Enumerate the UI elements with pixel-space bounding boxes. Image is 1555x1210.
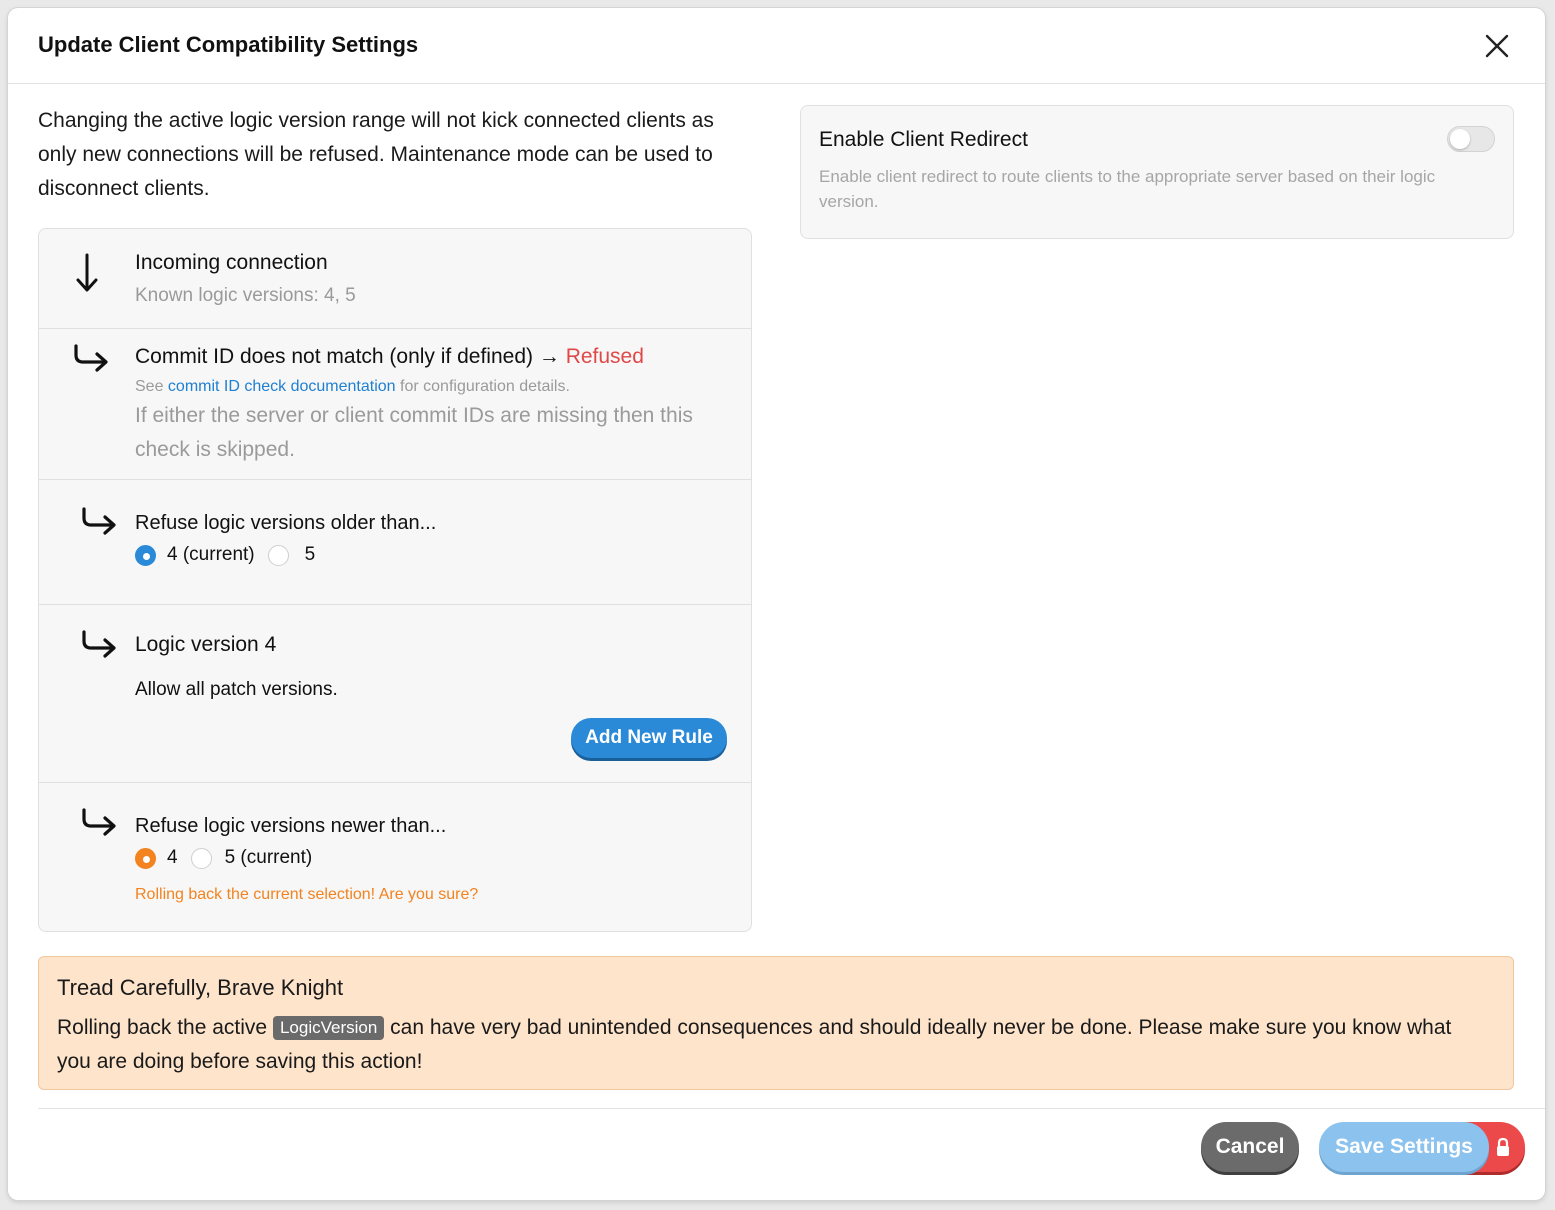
footer-divider [38,1108,1545,1109]
logic-version-description: Allow all patch versions. [135,679,338,700]
rollback-warning-box [38,956,1514,1090]
older-option-4-label: 4 (current) [167,544,255,565]
commit-check-note: If either the server or client commit IDs are missing then this check is skipped. [135,404,693,461]
lock-icon [1495,1137,1511,1157]
step-logic-version [39,605,751,783]
add-new-rule-button[interactable]: Add New Rule [571,718,727,758]
newer-option-4-label: 4 [167,847,178,868]
turn-right-arrow-icon [79,807,119,837]
arrow-down-icon [75,253,99,293]
step-refuse-newer [39,783,751,932]
rollback-warning-text: Rolling back the current selection! Are you sure? [135,886,479,903]
older-radio-group [135,544,315,566]
client-redirect-title: Enable Client Redirect [819,128,1028,151]
logic-version-title: Logic version 4 [135,633,277,656]
close-button[interactable] [1483,32,1511,60]
see-suffix: for configuration details. [400,378,570,395]
warning-title: Tread Carefully, Brave Knight [57,975,344,1000]
newer-radio-group [135,847,312,869]
warning-text [57,1011,1487,1079]
compatibility-dialog [8,8,1545,1200]
save-settings-button[interactable]: Save Settings [1319,1122,1489,1172]
step-commit-check [39,329,751,480]
intro-text: Changing the active logic version range will not kick connected clients as only new connections will be refused. Maintenance mode can be used to disconnect clients. [38,109,714,200]
refused-label: Refused [565,345,644,368]
turn-right-arrow-icon [79,506,119,536]
incoming-title: Incoming connection [135,251,328,274]
logic-version-code-tag: LogicVersion [273,1016,384,1040]
see-prefix: See [135,378,164,395]
turn-right-arrow-icon [79,629,119,659]
cancel-button[interactable]: Cancel [1201,1122,1299,1172]
toggle-knob [1450,129,1470,149]
client-redirect-description: Enable client redirect to route clients to the appropriate server based on their logic version. [819,167,1436,211]
commit-check-title [135,345,644,369]
refuse-newer-title: Refuse logic versions newer than... [135,815,447,837]
newer-radio-4[interactable] [135,848,156,869]
client-redirect-toggle[interactable] [1447,126,1495,152]
commit-check-condition: Commit ID does not match (only if defined) → [135,345,560,368]
warning-text-before: Rolling back the active [57,1016,268,1039]
dialog-title: Update Client Compatibility Settings [38,32,419,57]
older-radio-5[interactable] [268,545,289,566]
close-icon [1483,32,1511,60]
newer-radio-5[interactable] [191,848,212,869]
older-radio-4[interactable] [135,545,156,566]
save-settings-group [1319,1122,1525,1172]
commit-check-see-line [135,378,570,396]
connection-flow-panel [38,228,752,932]
older-option-5-label: 5 [304,544,316,565]
newer-option-5-label: 5 (current) [224,847,313,868]
turn-right-arrow-icon [71,343,111,373]
incoming-subtitle: Known logic versions: 4, 5 [135,285,356,306]
dialog-header [8,8,1545,84]
refuse-older-title: Refuse logic versions older than... [135,512,437,534]
step-incoming [39,229,751,329]
client-redirect-card [800,105,1514,239]
step-refuse-older [39,480,751,605]
warning-text-after: can have very bad unintended consequences and should ideally never be done. Please make sure you know what you are doing before saving this action! [57,1016,1452,1073]
commit-doc-link[interactable]: commit ID check documentation [167,378,396,395]
